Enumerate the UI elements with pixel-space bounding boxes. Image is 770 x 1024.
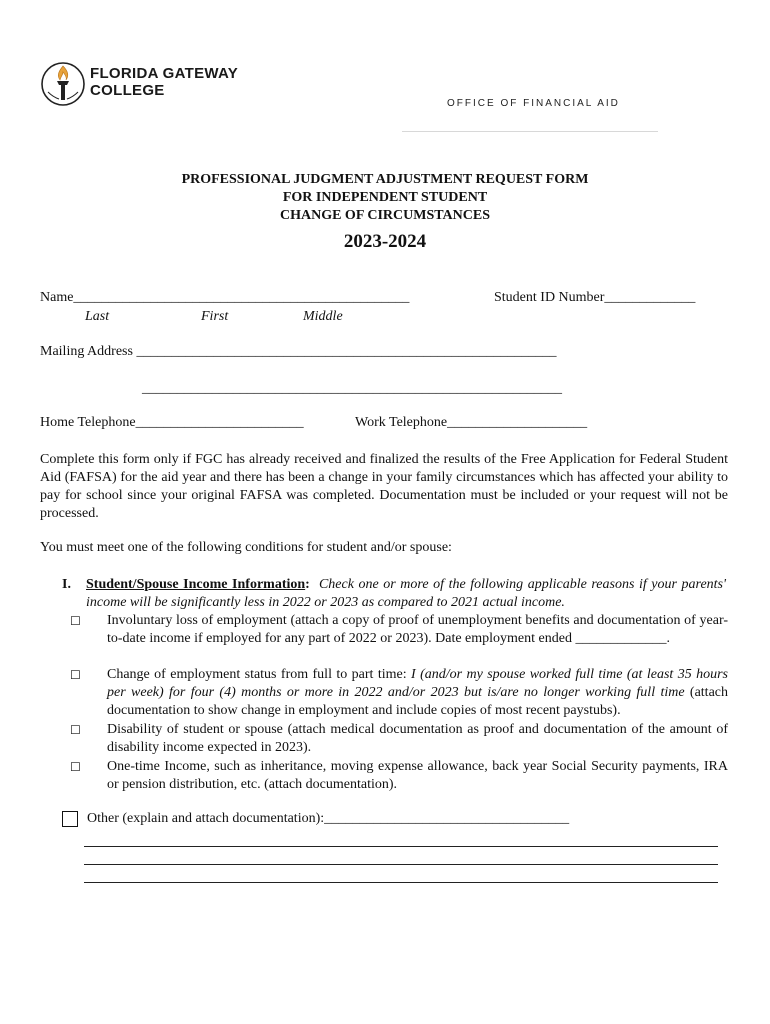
checkbox-icon[interactable]: ☐	[70, 668, 81, 682]
list-item	[70, 666, 728, 720]
other-checkbox[interactable]	[62, 811, 78, 827]
checkbox-icon[interactable]: ☐	[70, 760, 81, 774]
explanation-line[interactable]	[84, 864, 718, 865]
item-text-part: Change of employment status from full to part time:	[107, 667, 411, 682]
torch-logo-icon	[40, 60, 86, 108]
list-item	[70, 758, 728, 794]
college-logo	[40, 60, 250, 110]
office-heading: OFFICE OF FINANCIAL AID	[447, 98, 620, 109]
mailing-address-line2[interactable]: ____________________________________________________________	[142, 381, 562, 396]
checkbox-icon[interactable]: ☐	[70, 614, 81, 628]
explanation-line[interactable]	[84, 882, 718, 883]
item-text	[107, 666, 728, 720]
other-label[interactable]: Other (explain and attach documentation):___________________________________	[87, 811, 570, 826]
header-divider	[402, 131, 658, 132]
student-id-field[interactable]: Student ID Number_____________	[494, 290, 696, 305]
form-title	[0, 171, 770, 253]
title-line-1: PROFESSIONAL JUDGMENT ADJUSTMENT REQUEST FORM	[181, 172, 589, 187]
name-last-caption: Last	[85, 309, 110, 324]
explanation-line[interactable]	[84, 846, 718, 847]
section-heading	[86, 576, 726, 612]
section-title-colon: :	[305, 577, 310, 592]
name-middle-caption: Middle	[303, 309, 343, 324]
title-line-2: FOR INDEPENDENT STUDENT	[282, 190, 488, 205]
section-instruction: Check one or more of the following applicable reasons if your parents' income will be significantly less in 2022 or 2023 as compared to 2021 actual income.	[86, 577, 727, 610]
name-first-caption: First	[201, 309, 229, 324]
aid-year: 2023-2024	[343, 231, 427, 252]
title-line-3: CHANGE OF CIRCUMSTANCES	[279, 208, 490, 223]
item-text-italic: I (and/or my spouse worked full time (at least 35 hours per week) for four (4) months or more in 2022 and/or 2023 but is/are no longer working full time	[107, 667, 728, 700]
item-text: Involuntary loss of employment (attach a copy of proof of unemployment benefits and documentation of year-to-date income if employed for any part of 2022 or 2023). Date employment ended _____________.	[107, 613, 728, 646]
section-income-information	[62, 576, 728, 796]
item-text-part: (attach documentation to show change in employment and include copies of most recent paystubs).	[107, 685, 729, 718]
conditions-intro: You must meet one of the following conditions for student and/or spouse:	[40, 540, 452, 555]
work-telephone-field[interactable]: Work Telephone____________________	[355, 415, 588, 430]
list-item	[70, 721, 728, 757]
mailing-address-field[interactable]: Mailing Address ____________________________________________________________	[40, 344, 557, 359]
college-name-line1: FLORIDA GATEWAY	[90, 65, 239, 82]
list-item	[70, 612, 728, 648]
intro-paragraph: Complete this form only if FGC has already received and finalized the results of the Free Application for Federal Student Aid (FAFSA) for the aid year and there has been a change in your family circumstances which has affected your ability to pay for school since your original FAFSA was completed. Documentation must be included or your request will not be processed.	[40, 452, 728, 521]
item-text: Disability of student or spouse (attach medical documentation as proof and documentation of the amount of disability income expected in 2023).	[107, 722, 728, 755]
home-telephone-field[interactable]: Home Telephone________________________	[40, 415, 304, 430]
section-number: I.	[62, 577, 71, 592]
item-text: One-time Income, such as inheritance, moving expense allowance, back year Social Security payments, IRA or pension distribution, etc. (attach documentation).	[107, 759, 728, 792]
section-title: Student/Spouse Income Information	[86, 577, 306, 592]
checkbox-icon[interactable]: ☐	[70, 723, 81, 737]
name-field[interactable]: Name________________________________________________	[40, 290, 410, 305]
college-name-line2: COLLEGE	[90, 82, 165, 99]
